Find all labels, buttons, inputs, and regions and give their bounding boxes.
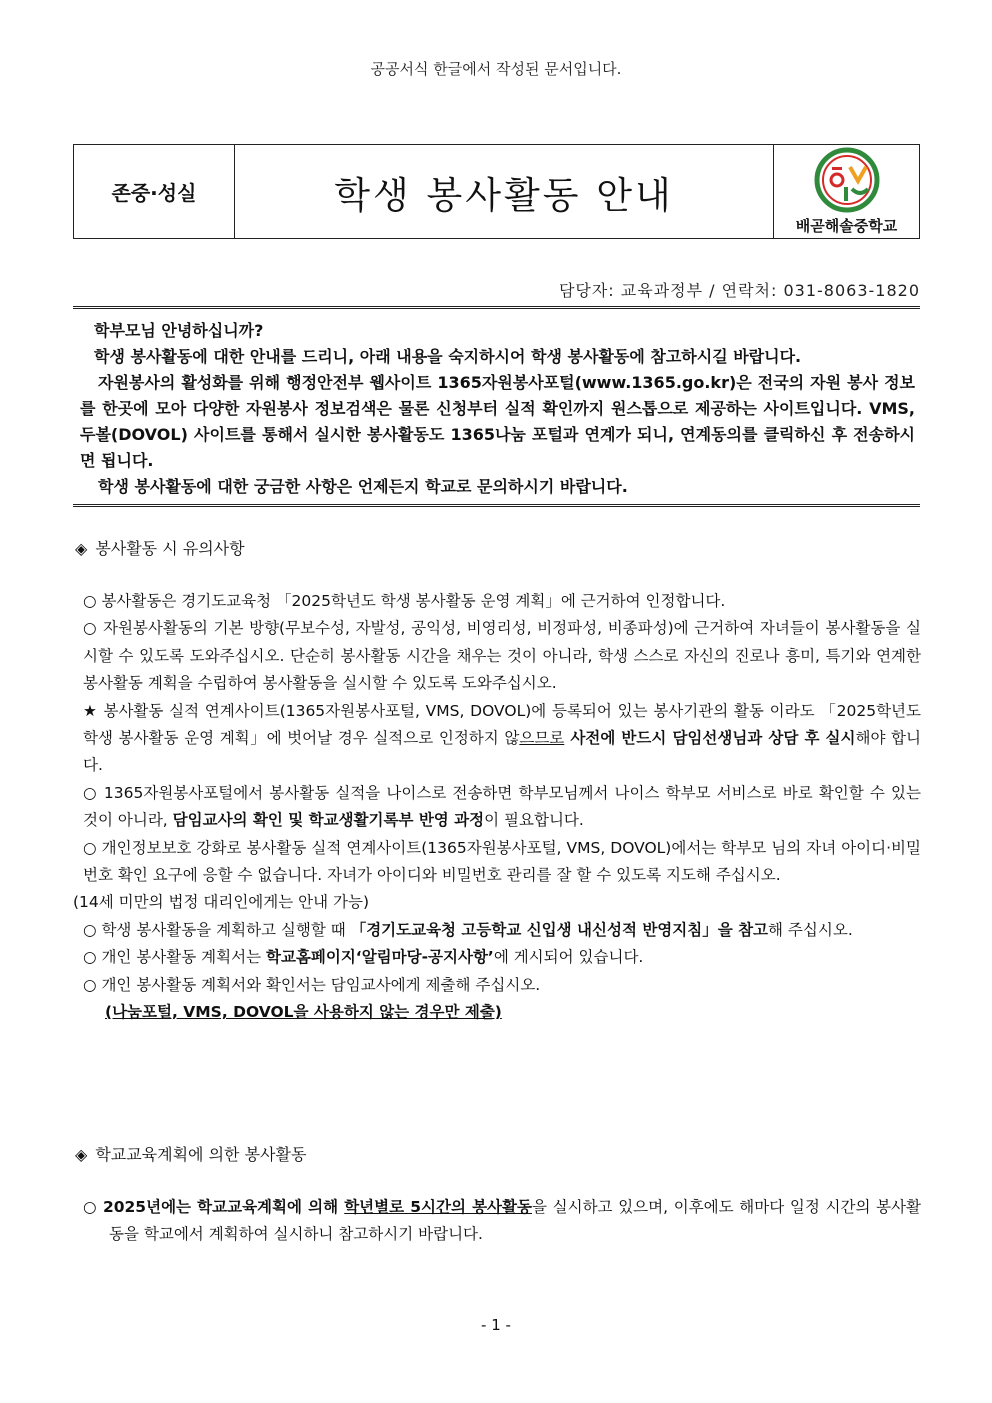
- document-title: 학생 봉사활동 안내: [334, 173, 674, 217]
- list-item: (14세 미만의 법정 대리인에게는 안내 가능): [73, 893, 370, 912]
- divider-bottom: [73, 504, 920, 507]
- contact-info: 담당자: 교육과정부 / 연락처: 031-8063-1820: [558, 281, 920, 300]
- notice-end: 해야 합니다.: [83, 729, 921, 775]
- list-item: [73, 780, 921, 835]
- intro-block: [80, 318, 915, 500]
- notice-bold: 사전에 반드시 담임선생님과 상담 후 실시: [564, 729, 856, 748]
- bullet: ○: [83, 1198, 103, 1216]
- section2-title: 학교교육계획에 의한 봉사활동: [95, 1145, 307, 1164]
- list-item: [73, 944, 921, 971]
- title-box: [73, 144, 920, 239]
- top-note: 공공서식 한글에서 작성된 문서입니다.: [370, 60, 622, 78]
- list-item: [73, 917, 921, 944]
- list-item: [73, 999, 921, 1026]
- guide-end: 해 주십시오.: [768, 920, 853, 939]
- plan-bold: 학교홈페이지‘알림마당-공지사항’: [265, 948, 494, 967]
- section1-heading: [75, 536, 245, 559]
- plan-year-end: 을 실시하고 있으며, 이후에도 해마다 일정 시간의 봉사활동을 학교에서 계획하여 실시하니 참고하시기 바랍니다.: [109, 1198, 922, 1244]
- plan-end: 에 게시되어 있습니다.: [493, 948, 644, 967]
- section1-body: [73, 588, 921, 1027]
- list-item: ○ 봉사활동은 경기도교육청 「2025학년도 학생 봉사활동 운영 계획」에 근거하여 인정합니다.: [83, 592, 726, 610]
- list-item: ○ 개인 봉사활동 계획서와 확인서는 담임교사에게 제출해 주십시오.: [83, 975, 541, 994]
- intro-line3: 자원봉사의 활성화를 위해 행정안전부 웹사이트 1365자원봉사포털(www.1365.go.kr)은 전국의 자원 봉사 정보를 한곳에 모아 다양한 자원봉사 정보검색은 물론 신청부터 실적 확인까지 원스톱으로 제공하는 사이트입니다. VMS, 두볼(DOVOL) 사이트를 통해서 실시한 봉사활동도 1365나눔 포털과 연계가 되니, 연계동의를 클릭하신 후 전송하시면 됩니다.: [80, 373, 915, 470]
- section2-heading: [75, 1142, 306, 1165]
- intro-line4: 학생 봉사활동에 대한 궁금한 사항은 언제든지 학교로 문의하시기 바랍니다.: [98, 477, 628, 496]
- neis-end: 이 필요합니다.: [484, 811, 584, 830]
- notice-text: ★ 봉사활동 실적 연계사이트(1365자원봉사포털, VMS, DOVOL)에 등록되어 있는 봉사기관의 활동 이라도 「2025학년도 학생 봉사활동 운영 계획」에 벗어날 경우 실적으로 인정하지 않: [83, 701, 921, 748]
- intro-line2: 학생 봉사활동에 대한 안내를 드리니, 아래 내용을 숙지하시어 학생 봉사활동에 참고하시길 바랍니다.: [94, 347, 802, 366]
- school-name: 배곧해솔중학교: [795, 217, 898, 235]
- intro-greeting: 학부모님 안녕하십니까?: [94, 321, 264, 340]
- school-motto: 존중·성실: [74, 145, 235, 238]
- plan-text: ○ 개인 봉사활동 계획서는: [83, 948, 266, 967]
- diamond-bullet-icon: ◈: [75, 539, 88, 558]
- submit-condition: (나눔포털, VMS, DOVOL을 사용하지 않는 경우만 제출): [105, 1003, 502, 1022]
- neis-text: ○ 1365자원봉사포털에서 봉사활동 실적을 나이스로 전송하면 학부모님께서 나이스 학부모 서비스로 바로 확인할 수 있는 것이 아니라,: [83, 783, 921, 830]
- list-item: ○ 개인정보보호 강화로 봉사활동 실적 연계사이트(1365자원봉사포털, VMS, DOVOL)에서는 학부모 님의 자녀 아이디·비밀번호 확인 요구에 응할 수 없습니다. 자녀가 아이디와 비밀번호 관리를 잘 할 수 있도록 지도해 주십시오.: [83, 838, 921, 885]
- school-emblem: [773, 145, 919, 238]
- notice-underlined: 으므로: [519, 729, 565, 748]
- diamond-bullet-icon: ◈: [75, 1145, 88, 1164]
- hours-underlined: 학년별로 5시간의 봉사활동: [344, 1198, 532, 1216]
- plan-year-bold: 2025년에는 학교교육계획에 의해: [102, 1198, 345, 1216]
- guide-text: ○ 학생 봉사활동을 계획하고 실행할 때: [83, 920, 351, 939]
- section2-body: [73, 1194, 921, 1249]
- list-item: [73, 698, 921, 780]
- guide-bold: 「경기도교육청 고등학교 신입생 내신성적 반영지침」을 참고: [350, 920, 769, 939]
- list-item: ○ 자원봉사활동의 기본 방향(무보수성, 자발성, 공익성, 비영리성, 비정파성, 비종파성)에 근거하여 자녀들이 봉사활동을 실시할 수 있도록 도와주십시오. 단순히 봉사활동 시간을 채우는 것이 아니라, 학생 스스로 자신의 진로나 흥미, 특기와 연계한 봉사활동 계획을 수립하여 봉사활동을 실시할 수 있도록 도와주십시오.: [83, 619, 921, 693]
- list-item: [73, 1194, 921, 1249]
- school-logo-icon: [814, 147, 880, 213]
- page-number: - 1 -: [481, 1316, 511, 1334]
- neis-bold: 담임교사의 확인 및 학교생활기록부 반영 과정: [172, 811, 485, 830]
- divider-top: [73, 306, 920, 309]
- section1-title: 봉사활동 시 유의사항: [95, 539, 245, 558]
